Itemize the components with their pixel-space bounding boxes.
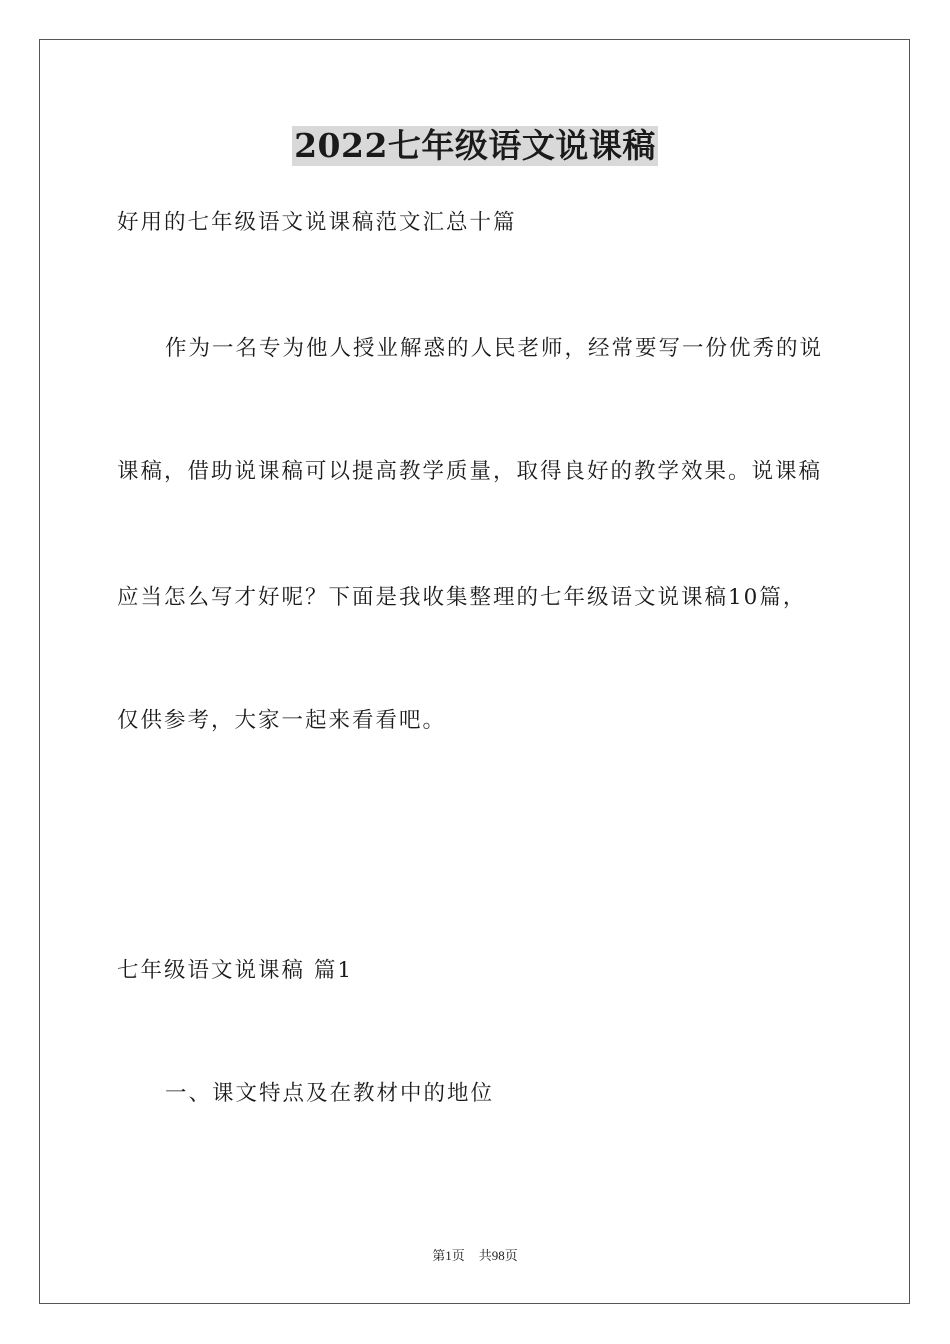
page-footer <box>0 1248 950 1264</box>
document-title-text: 2022七年级语文说课稿 <box>294 126 656 165</box>
document-title <box>0 126 950 166</box>
intro-line-3: 应当怎么写才好呢？下面是我收集整理的七年级语文说课稿10篇， <box>117 585 807 610</box>
subsection-heading: 一、课文特点及在教材中的地位 <box>165 1081 495 1106</box>
intro-line-2: 课稿，借助说课稿可以提高教学质量，取得良好的教学效果。说课稿 <box>117 459 823 484</box>
section-heading: 七年级语文说课稿 篇1 <box>117 958 354 983</box>
page-number: 第1页 <box>432 1248 465 1263</box>
page-total: 共98页 <box>478 1248 518 1263</box>
intro-line-1: 作为一名专为他人授业解惑的人民老师，经常要写一份优秀的说 <box>165 336 824 361</box>
document-subtitle: 好用的七年级语文说课稿范文汇总十篇 <box>117 210 517 235</box>
intro-line-4: 仅供参考，大家一起来看看吧。 <box>117 708 447 733</box>
